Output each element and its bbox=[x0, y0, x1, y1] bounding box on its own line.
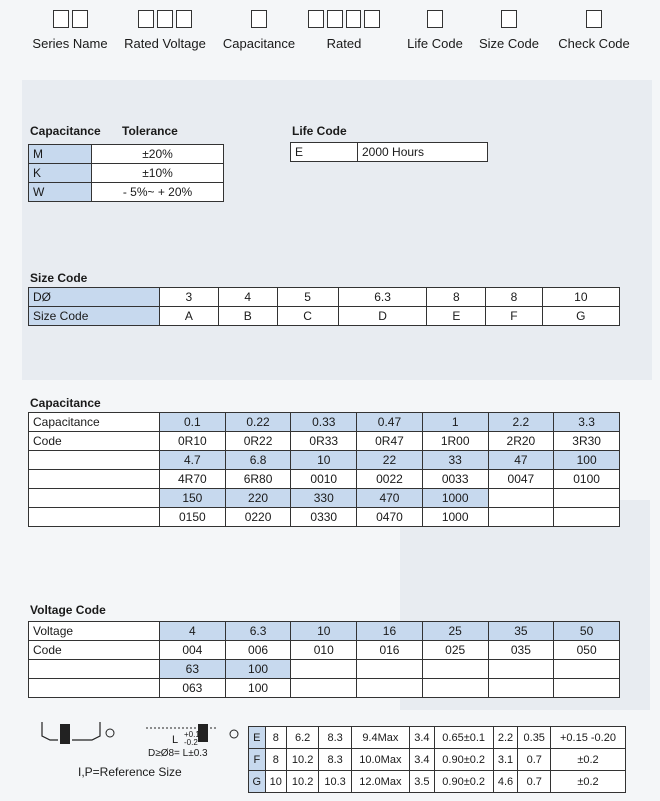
table-cell bbox=[29, 508, 160, 527]
table-cell: 0470 bbox=[357, 508, 423, 527]
table-cell: Size Code bbox=[29, 307, 160, 326]
table-cell: F bbox=[249, 749, 266, 771]
table-cell: Capacitance bbox=[29, 413, 160, 432]
code-box bbox=[53, 10, 69, 28]
table-row bbox=[29, 508, 620, 527]
legend-item bbox=[478, 10, 540, 60]
length-tolerance: +0.1 -0.2 bbox=[184, 730, 200, 747]
table-cell: B bbox=[218, 307, 277, 326]
table-cell: 0220 bbox=[225, 508, 291, 527]
table-cell: 6.8 bbox=[225, 451, 291, 470]
table-cell: D bbox=[338, 307, 427, 326]
table-cell: 0010 bbox=[291, 470, 357, 489]
table-cell: ±20% bbox=[92, 145, 224, 164]
table-cell: 1R00 bbox=[422, 432, 488, 451]
table-cell bbox=[29, 470, 160, 489]
table-cell: 0.7 bbox=[518, 749, 550, 771]
table-cell: 220 bbox=[225, 489, 291, 508]
table-row bbox=[29, 164, 224, 183]
table-cell: 8 bbox=[427, 288, 486, 307]
table-cell: ±0.2 bbox=[550, 749, 625, 771]
table-row bbox=[249, 727, 626, 749]
table-cell: 6.2 bbox=[286, 727, 318, 749]
table-cell: 0.22 bbox=[225, 413, 291, 432]
code-box bbox=[72, 10, 88, 28]
table-cell: 035 bbox=[488, 641, 554, 660]
table-cell: 050 bbox=[554, 641, 620, 660]
table-cell: 0.90±0.2 bbox=[434, 749, 493, 771]
table-cell: 2.2 bbox=[488, 413, 554, 432]
table-row bbox=[29, 622, 620, 641]
table-cell: 0150 bbox=[160, 508, 226, 527]
table-cell: 6.3 bbox=[225, 622, 291, 641]
legend-label: Life Code bbox=[407, 36, 463, 51]
table-cell: 2000 Hours bbox=[358, 143, 488, 162]
voltage-code-table bbox=[28, 621, 620, 698]
table-cell: 10.2 bbox=[286, 771, 318, 793]
table-cell bbox=[422, 679, 488, 698]
table-cell bbox=[291, 660, 357, 679]
table-cell: 10.3 bbox=[319, 771, 351, 793]
table-row bbox=[29, 413, 620, 432]
legend-item bbox=[308, 10, 380, 60]
capacitance-code-table bbox=[28, 412, 620, 527]
code-box bbox=[364, 10, 380, 28]
table-cell: G bbox=[542, 307, 619, 326]
table-cell bbox=[29, 451, 160, 470]
table-cell: 22 bbox=[357, 451, 423, 470]
table-cell: K bbox=[29, 164, 92, 183]
legend-label: Rated Voltage bbox=[124, 36, 206, 51]
legend-item bbox=[220, 10, 298, 60]
table-cell: 2.2 bbox=[493, 727, 518, 749]
table-cell: 8.3 bbox=[319, 749, 351, 771]
table-row bbox=[249, 771, 626, 793]
table-cell bbox=[554, 679, 620, 698]
code-box bbox=[157, 10, 173, 28]
table-cell: 10.2 bbox=[286, 749, 318, 771]
table-cell: 10 bbox=[291, 451, 357, 470]
table-cell bbox=[488, 660, 554, 679]
table-row bbox=[29, 660, 620, 679]
table-cell bbox=[488, 489, 554, 508]
table-cell: 0.90±0.2 bbox=[434, 771, 493, 793]
table-cell: E bbox=[291, 143, 358, 162]
table-cell: 8.3 bbox=[319, 727, 351, 749]
legend-item bbox=[122, 10, 208, 60]
table-cell bbox=[29, 660, 160, 679]
code-box bbox=[586, 10, 602, 28]
reference-size-note: I,P=Reference Size bbox=[78, 765, 182, 779]
table-cell: 3 bbox=[160, 288, 219, 307]
table-cell: +0.15 -0.20 bbox=[550, 727, 625, 749]
table-cell: 4R70 bbox=[160, 470, 226, 489]
table-cell: 8 bbox=[265, 727, 286, 749]
table-cell: 1000 bbox=[422, 489, 488, 508]
table-cell: 0100 bbox=[554, 470, 620, 489]
table-cell: 0.35 bbox=[518, 727, 550, 749]
table-cell: 10 bbox=[542, 288, 619, 307]
table-cell: 3.3 bbox=[554, 413, 620, 432]
table-row bbox=[29, 679, 620, 698]
table-cell: ±10% bbox=[92, 164, 224, 183]
table-cell bbox=[29, 489, 160, 508]
table-cell: 0022 bbox=[357, 470, 423, 489]
table-cell bbox=[422, 660, 488, 679]
table-cell: 9.4Max bbox=[351, 727, 409, 749]
table-cell: 25 bbox=[422, 622, 488, 641]
table-cell: 8 bbox=[486, 288, 542, 307]
table-cell: 3R30 bbox=[554, 432, 620, 451]
legend-item bbox=[555, 10, 633, 60]
table-cell: 025 bbox=[422, 641, 488, 660]
code-box bbox=[327, 10, 343, 28]
table-cell bbox=[554, 508, 620, 527]
table-cell: 4 bbox=[160, 622, 226, 641]
table-cell: E bbox=[249, 727, 266, 749]
table-cell: 0R47 bbox=[357, 432, 423, 451]
table-cell: 3.4 bbox=[409, 749, 434, 771]
table-cell: Code bbox=[29, 432, 160, 451]
table-cell: 1 bbox=[422, 413, 488, 432]
table-cell bbox=[488, 508, 554, 527]
life-code-table bbox=[290, 142, 488, 162]
table-cell: W bbox=[29, 183, 92, 202]
table-cell: C bbox=[277, 307, 338, 326]
table-cell: 3.4 bbox=[409, 727, 434, 749]
table-row bbox=[29, 432, 620, 451]
table-cell bbox=[29, 679, 160, 698]
table-cell: 004 bbox=[160, 641, 226, 660]
table-cell: F bbox=[486, 307, 542, 326]
table-cell: ±0.2 bbox=[550, 771, 625, 793]
legend-label: Rated bbox=[326, 36, 362, 51]
table-cell: 33 bbox=[422, 451, 488, 470]
table-cell: 35 bbox=[488, 622, 554, 641]
table-cell bbox=[357, 679, 423, 698]
table-cell: 1000 bbox=[422, 508, 488, 527]
table-cell: Voltage bbox=[29, 622, 160, 641]
table-row bbox=[29, 470, 620, 489]
life-code-title: Life Code bbox=[292, 124, 347, 138]
table-cell: 470 bbox=[357, 489, 423, 508]
table-cell: 100 bbox=[554, 451, 620, 470]
capacitor-outline-diagram bbox=[38, 716, 253, 764]
table-cell: 3.1 bbox=[493, 749, 518, 771]
table-row bbox=[29, 183, 224, 202]
table-row bbox=[29, 288, 620, 307]
dimension-table bbox=[248, 726, 626, 793]
legend-label: Check Code bbox=[558, 36, 630, 51]
voltage-code-title: Voltage Code bbox=[30, 603, 106, 617]
legend-item bbox=[405, 10, 465, 60]
table-cell: 0330 bbox=[291, 508, 357, 527]
table-cell: 016 bbox=[357, 641, 423, 660]
legend-label: Capacitance bbox=[222, 36, 296, 51]
table-cell: 47 bbox=[488, 451, 554, 470]
table-row bbox=[29, 145, 224, 164]
size-code-title: Size Code bbox=[30, 271, 88, 285]
size-code-table bbox=[28, 287, 620, 326]
table-cell: 4.7 bbox=[160, 451, 226, 470]
table-cell: 0.1 bbox=[160, 413, 226, 432]
table-cell: 150 bbox=[160, 489, 226, 508]
table-cell: 6R80 bbox=[225, 470, 291, 489]
table-cell bbox=[488, 679, 554, 698]
table-cell: 0R22 bbox=[225, 432, 291, 451]
table-cell: 010 bbox=[291, 641, 357, 660]
code-box bbox=[501, 10, 517, 28]
table-cell: 16 bbox=[357, 622, 423, 641]
table-cell bbox=[291, 679, 357, 698]
table-cell: 4.6 bbox=[493, 771, 518, 793]
table-cell bbox=[554, 660, 620, 679]
code-box bbox=[427, 10, 443, 28]
table-cell: 006 bbox=[225, 641, 291, 660]
code-box bbox=[251, 10, 267, 28]
table-cell: 0.47 bbox=[357, 413, 423, 432]
formula-label: D≥Ø8= L±0.3 bbox=[148, 748, 208, 759]
table-cell: 3.5 bbox=[409, 771, 434, 793]
table-row bbox=[249, 749, 626, 771]
legend-label: Series Name bbox=[32, 36, 108, 51]
code-box bbox=[308, 10, 324, 28]
table-cell: 2R20 bbox=[488, 432, 554, 451]
table-cell: 5 bbox=[277, 288, 338, 307]
table-row bbox=[29, 307, 620, 326]
table-cell: E bbox=[427, 307, 486, 326]
table-cell: 50 bbox=[554, 622, 620, 641]
code-box bbox=[138, 10, 154, 28]
table-cell: - 5%~ + 20% bbox=[92, 183, 224, 202]
table-cell: 10 bbox=[265, 771, 286, 793]
capacitance-title: Capacitance bbox=[30, 396, 101, 410]
table-cell: 10.0Max bbox=[351, 749, 409, 771]
table-cell bbox=[554, 489, 620, 508]
table-cell: 0R10 bbox=[160, 432, 226, 451]
table-cell: 4 bbox=[218, 288, 277, 307]
table-cell: 63 bbox=[160, 660, 226, 679]
table-cell: 100 bbox=[225, 679, 291, 698]
table-cell: M bbox=[29, 145, 92, 164]
tolerance-table bbox=[28, 144, 224, 202]
table-cell bbox=[357, 660, 423, 679]
table-cell: 330 bbox=[291, 489, 357, 508]
table-cell: G bbox=[249, 771, 266, 793]
length-label: L bbox=[172, 734, 179, 746]
table-cell: 0047 bbox=[488, 470, 554, 489]
table-cell: Code bbox=[29, 641, 160, 660]
table-cell: 063 bbox=[160, 679, 226, 698]
table-cell: 0.65±0.1 bbox=[434, 727, 493, 749]
table-cell: 0.33 bbox=[291, 413, 357, 432]
table-cell: 0R33 bbox=[291, 432, 357, 451]
table-cell: 8 bbox=[265, 749, 286, 771]
table-row bbox=[291, 143, 488, 162]
table-cell: 0.7 bbox=[518, 771, 550, 793]
table-cell: 6.3 bbox=[338, 288, 427, 307]
legend-item bbox=[30, 10, 110, 60]
table-cell: 10 bbox=[291, 622, 357, 641]
legend-label: Size Code bbox=[479, 36, 539, 51]
table-cell: 12.0Max bbox=[351, 771, 409, 793]
tolerance-header-left: Capacitance bbox=[30, 124, 101, 138]
table-row bbox=[29, 641, 620, 660]
code-box bbox=[346, 10, 362, 28]
table-cell: A bbox=[160, 307, 219, 326]
table-cell: 0033 bbox=[422, 470, 488, 489]
table-cell: DØ bbox=[29, 288, 160, 307]
table-row bbox=[29, 451, 620, 470]
table-row bbox=[29, 489, 620, 508]
code-box bbox=[176, 10, 192, 28]
table-cell: 100 bbox=[225, 660, 291, 679]
tolerance-header-right: Tolerance bbox=[122, 124, 178, 138]
